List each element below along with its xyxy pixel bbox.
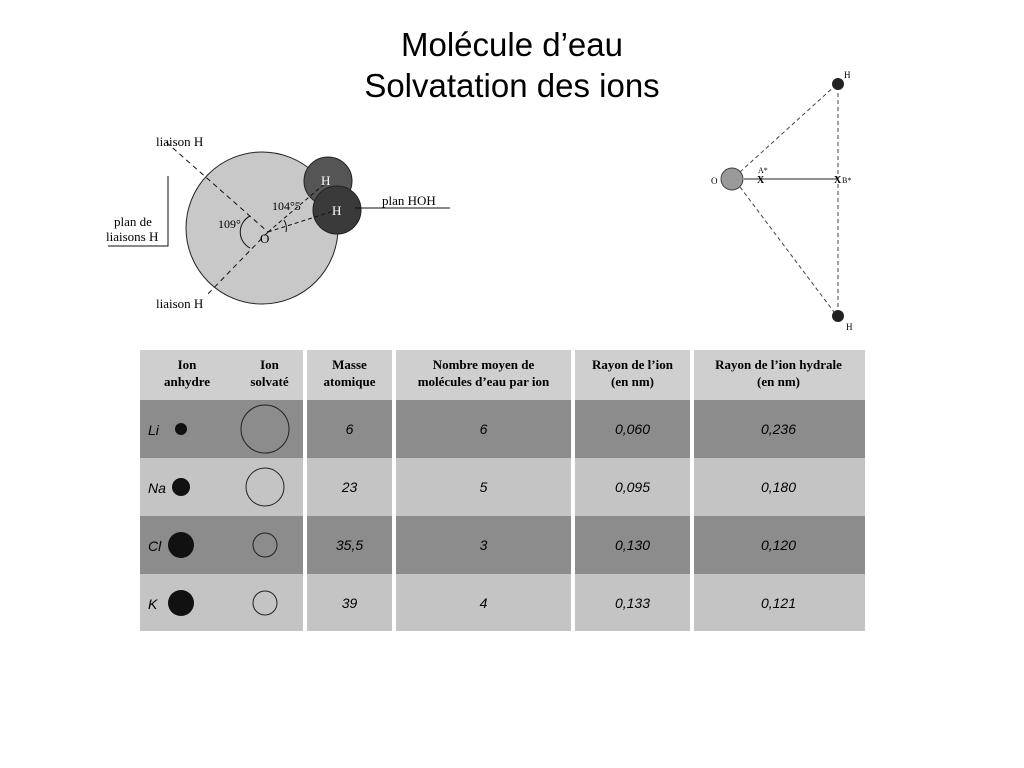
label-atom-h2: H xyxy=(332,203,342,218)
table-row xyxy=(140,400,865,458)
label-geo-h-top: H xyxy=(844,70,851,80)
table-header-cell: molécules d’eau par ion xyxy=(417,374,550,389)
table-column-divider xyxy=(690,350,694,631)
water-molecule-figure xyxy=(100,128,460,318)
marker-b: X xyxy=(834,175,842,186)
dash-o-h-bottom xyxy=(740,187,837,316)
table-column-divider xyxy=(392,350,396,631)
table-row xyxy=(140,574,865,631)
table-cell-mass: 39 xyxy=(341,595,358,611)
anhydrous-ion-circle xyxy=(168,532,194,558)
table-cell-hydrated: 0,236 xyxy=(760,421,797,437)
label-geo-o: O xyxy=(711,176,718,186)
ion-name: K xyxy=(148,596,158,612)
table-cell-hydrated: 0,120 xyxy=(760,537,797,553)
hydrogen-dot-top xyxy=(832,78,844,90)
anhydrous-ion-circle xyxy=(175,423,187,435)
table-cell-water: 3 xyxy=(479,537,488,553)
table-header-cell: atomique xyxy=(323,374,376,389)
anhydrous-ion-circle xyxy=(168,590,194,616)
slide-title xyxy=(0,24,1024,106)
geometry-figure xyxy=(700,62,870,337)
table-cell-mass: 23 xyxy=(341,479,358,495)
label-bond-bottom: liaison H xyxy=(156,296,204,311)
label-atom-o: O xyxy=(260,231,270,246)
table-cell-radius: 0,060 xyxy=(614,421,651,437)
table-column-divider xyxy=(303,350,307,631)
label-geo-a: A* xyxy=(758,166,768,175)
anhydrous-ion-circle xyxy=(172,478,190,496)
label-geo-h-bottom: H xyxy=(846,322,853,332)
label-plane-bonds-1: plan de xyxy=(114,214,152,229)
label-geo-b: B* xyxy=(842,176,852,185)
table-cell-radius: 0,133 xyxy=(614,595,651,611)
table-cell-hydrated: 0,180 xyxy=(760,479,797,495)
ion-name: Na xyxy=(148,480,166,496)
table-header-cell: Masse xyxy=(332,357,367,372)
label-atom-h1: H xyxy=(321,173,331,188)
label-plane-hoh: plan HOH xyxy=(382,193,436,208)
table-header-cell: Nombre moyen de xyxy=(432,357,535,372)
table-cell-radius: 0,095 xyxy=(614,479,651,495)
label-plane-bonds-2: liaisons H xyxy=(106,229,159,244)
label-angle-hoh: 104°5 xyxy=(272,199,301,213)
table-cell-mass: 6 xyxy=(345,421,354,437)
table-column-divider xyxy=(571,350,575,631)
table-header-cell: anhydre xyxy=(164,374,210,389)
table-header-cell: (en nm) xyxy=(757,374,800,389)
dash-o-h-top xyxy=(740,84,837,172)
table-cell-water: 5 xyxy=(479,479,488,495)
table-header-cell: Ion xyxy=(260,357,279,372)
table-cell-water: 6 xyxy=(479,421,488,437)
ion-name: Cl xyxy=(148,538,162,554)
table-cell-water: 4 xyxy=(479,595,488,611)
table-row xyxy=(140,458,865,516)
title-line-2: Solvatation des ions xyxy=(364,67,660,104)
table-header-cell: Rayon de l’ion xyxy=(592,357,673,372)
table-cell-radius: 0,130 xyxy=(614,537,651,553)
table-header-cell: (en nm) xyxy=(611,374,654,389)
ion-solvation-table xyxy=(140,350,865,631)
ion-name: Li xyxy=(148,422,159,438)
table-header-cell: Ion xyxy=(177,357,197,372)
table-row xyxy=(140,516,865,574)
hydrogen-dot-bottom xyxy=(832,310,844,322)
marker-a: X xyxy=(757,175,765,186)
table-header-cell: solvaté xyxy=(250,374,289,389)
oxygen-dot xyxy=(721,168,743,190)
table-cell-hydrated: 0,121 xyxy=(760,595,797,611)
label-bond-top: liaison H xyxy=(156,134,204,149)
table-cell-mass: 35,5 xyxy=(335,537,364,553)
title-line-1: Molécule d’eau xyxy=(401,26,623,63)
label-angle-tetra: 109° xyxy=(218,217,241,231)
table-header-cell: Rayon de l’ion hydrale xyxy=(715,357,842,372)
